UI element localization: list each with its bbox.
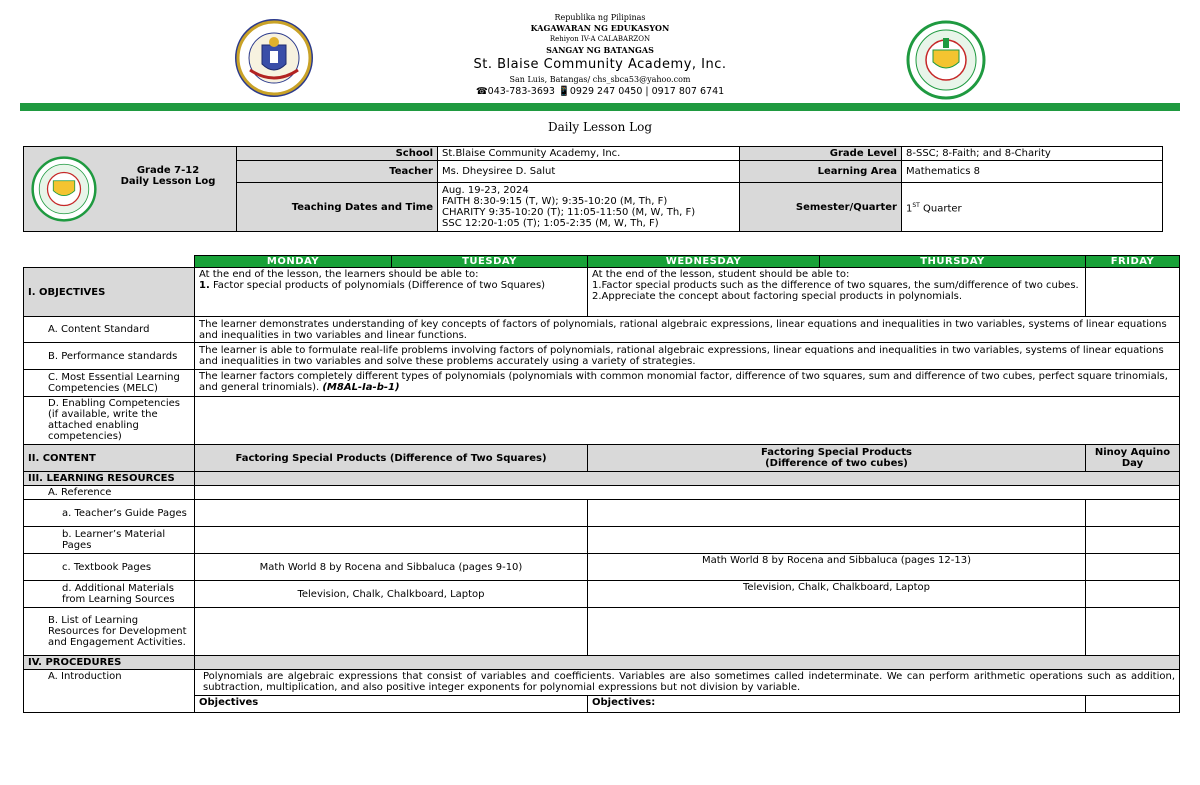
list-resources-label: B. List of Learning Resources for Development and Engagement Activities. [24, 608, 195, 656]
semester-value: 1ST Quarter [902, 183, 1163, 232]
grade-level-label: Grade Level [740, 147, 902, 161]
grade-level-value: 8-SSC; 8-Faith; and 8-Charity [902, 147, 1163, 161]
enabling-label: D. Enabling Competencies (if available, write the attached enabling competencies) [24, 397, 195, 445]
teacher-value: Ms. Dheysiree D. Salut [438, 161, 740, 183]
dates-label: Teaching Dates and Time [237, 183, 438, 232]
objectives-fri [1086, 268, 1180, 317]
division-line: SANGAY NG BATANGAS [546, 45, 654, 55]
objectives-wed-thu: At the end of the lesson, student should be able to: 1.Factor special products such as the difference of two squares, the sum/difference of two cubes. 2.Appreciate the concept about factoring special products in polynomials. [588, 268, 1086, 317]
objectives-mon-tue: At the end of the lesson, the learners should be able to: 1. Factor special products of polynomials (Difference of two Squares) [195, 268, 588, 317]
school-value: St.Blaise Community Academy, Inc. [438, 147, 740, 161]
republic-line: Republika ng Pilipinas [554, 13, 646, 22]
info-table [23, 146, 1163, 232]
content-mon-tue: Factoring Special Products (Difference of Two Squares) [195, 445, 588, 472]
teacher-label: Teacher [237, 161, 438, 183]
lesson-table [23, 255, 1180, 713]
performance-label: B. Performance standards [24, 343, 195, 370]
additional-label: d. Additional Materials from Learning Sources [24, 581, 195, 608]
dates-value: Aug. 19-23, 2024 FAITH 8:30-9:15 (T, W); 9:35-10:20 (M, Th, F) CHARITY 9:35-10:20 (T); 11:05-11:50 (M, W, Th, F) SSC 12:20-1:05 (T); 1:05-2:35 (M, W, Th, F) [438, 183, 740, 232]
teacher-guide-label: a. Teacher’s Guide Pages [24, 500, 195, 527]
day-monday: MONDAY [195, 256, 392, 268]
deped-logo [230, 18, 318, 98]
department-line: KAGAWARAN NG EDUKASYON [530, 23, 670, 33]
learning-area-value: Mathematics 8 [902, 161, 1163, 183]
introduction-label: A. Introduction [24, 670, 195, 713]
content-standard-text: The learner demonstrates understanding of key concepts of factors of polynomials, rational algebraic expressions, linear equations and inequalities in two variables, systems of linear equations and inequalities in two variables and linear functions. [195, 317, 1180, 343]
additional-wed-thu: Television, Chalk, Chalkboard, Laptop [588, 581, 1086, 608]
learner-material-label: b. Learner’s Material Pages [24, 527, 195, 554]
day-friday: FRIDAY [1086, 256, 1180, 268]
content-standard-label: A. Content Standard [24, 317, 195, 343]
school-seal-logo [903, 20, 989, 100]
content-fri: Ninoy Aquino Day [1086, 445, 1180, 472]
textbook-mon-tue: Math World 8 by Rocena and Sibbaluca (pages 9-10) [195, 554, 588, 581]
textbook-label: c. Textbook Pages [24, 554, 195, 581]
introduction-text: Polynomials are algebraic expressions that consist of variables and coefficients. Variables are also sometimes called indeterminate. We can perform arithmetic operations such as addition, subtraction, multiplication, and also positive integer exponents for polynomial expressions but not division by variable. [195, 670, 1180, 696]
contact-line: ☎043-783-3693 📱0929 247 0450 | 0917 807 6741 [475, 86, 725, 97]
melc-text: The learner factors completely different types of polynomials (polynomials with common monomial factor, difference of two squares, sum and difference of two cubes, perfect square trinomials, and general trinomials). (M8AL-Ia-b-1) [195, 370, 1180, 397]
phone-icon: ☎ [475, 86, 488, 97]
grade-subtitle: Daily Lesson Log [120, 176, 216, 187]
additional-mon-tue: Television, Chalk, Chalkboard, Laptop [195, 581, 588, 608]
day-tuesday: TUESDAY [392, 256, 588, 268]
procedures-label: IV. PROCEDURES [24, 656, 195, 670]
learning-area-label: Learning Area [740, 161, 902, 183]
school-name: St. Blaise Community Academy, Inc. [473, 57, 727, 72]
intro-objectives-wed-thu: Objectives: [588, 696, 1086, 713]
school-label: School [237, 147, 438, 161]
school-seal-small [28, 156, 100, 222]
page-title: Daily Lesson Log [547, 120, 653, 134]
content-label: II. CONTENT [24, 445, 195, 472]
school-address: San Luis, Batangas/ chs_sbca53@yahoo.com [509, 75, 691, 84]
grade-title: Grade 7-12 [136, 165, 200, 176]
grade-cell [24, 147, 237, 232]
header-divider [20, 103, 1180, 111]
day-thursday: THURSDAY [820, 256, 1086, 268]
melc-label: C. Most Essential Learning Competencies (MELC) [24, 370, 195, 397]
region-line: Rehiyon IV-A CALABARZON [549, 35, 651, 43]
performance-text: The learner is able to formulate real-life problems involving factors of polynomials, rational algebraic expressions, linear equations and inequalities in two variables, systems of linear equations and inequalities in two variables and solve these problems accurately using a variety of strategies. [195, 343, 1180, 370]
reference-label: A. Reference [24, 486, 195, 500]
objectives-label: I. OBJECTIVES [24, 268, 195, 317]
resources-label: III. LEARNING RESOURCES [24, 472, 195, 486]
semester-label: Semester/Quarter [740, 183, 902, 232]
mobile-icon: 📱 [558, 86, 570, 97]
letterhead [380, 12, 820, 98]
textbook-wed-thu: Math World 8 by Rocena and Sibbaluca (pages 12-13) [588, 554, 1086, 581]
intro-objectives-mon-tue: Objectives [195, 696, 588, 713]
day-wednesday: WEDNESDAY [588, 256, 820, 268]
content-wed-thu: Factoring Special Products (Difference of two cubes) [588, 445, 1086, 472]
enabling-text [195, 397, 1180, 445]
